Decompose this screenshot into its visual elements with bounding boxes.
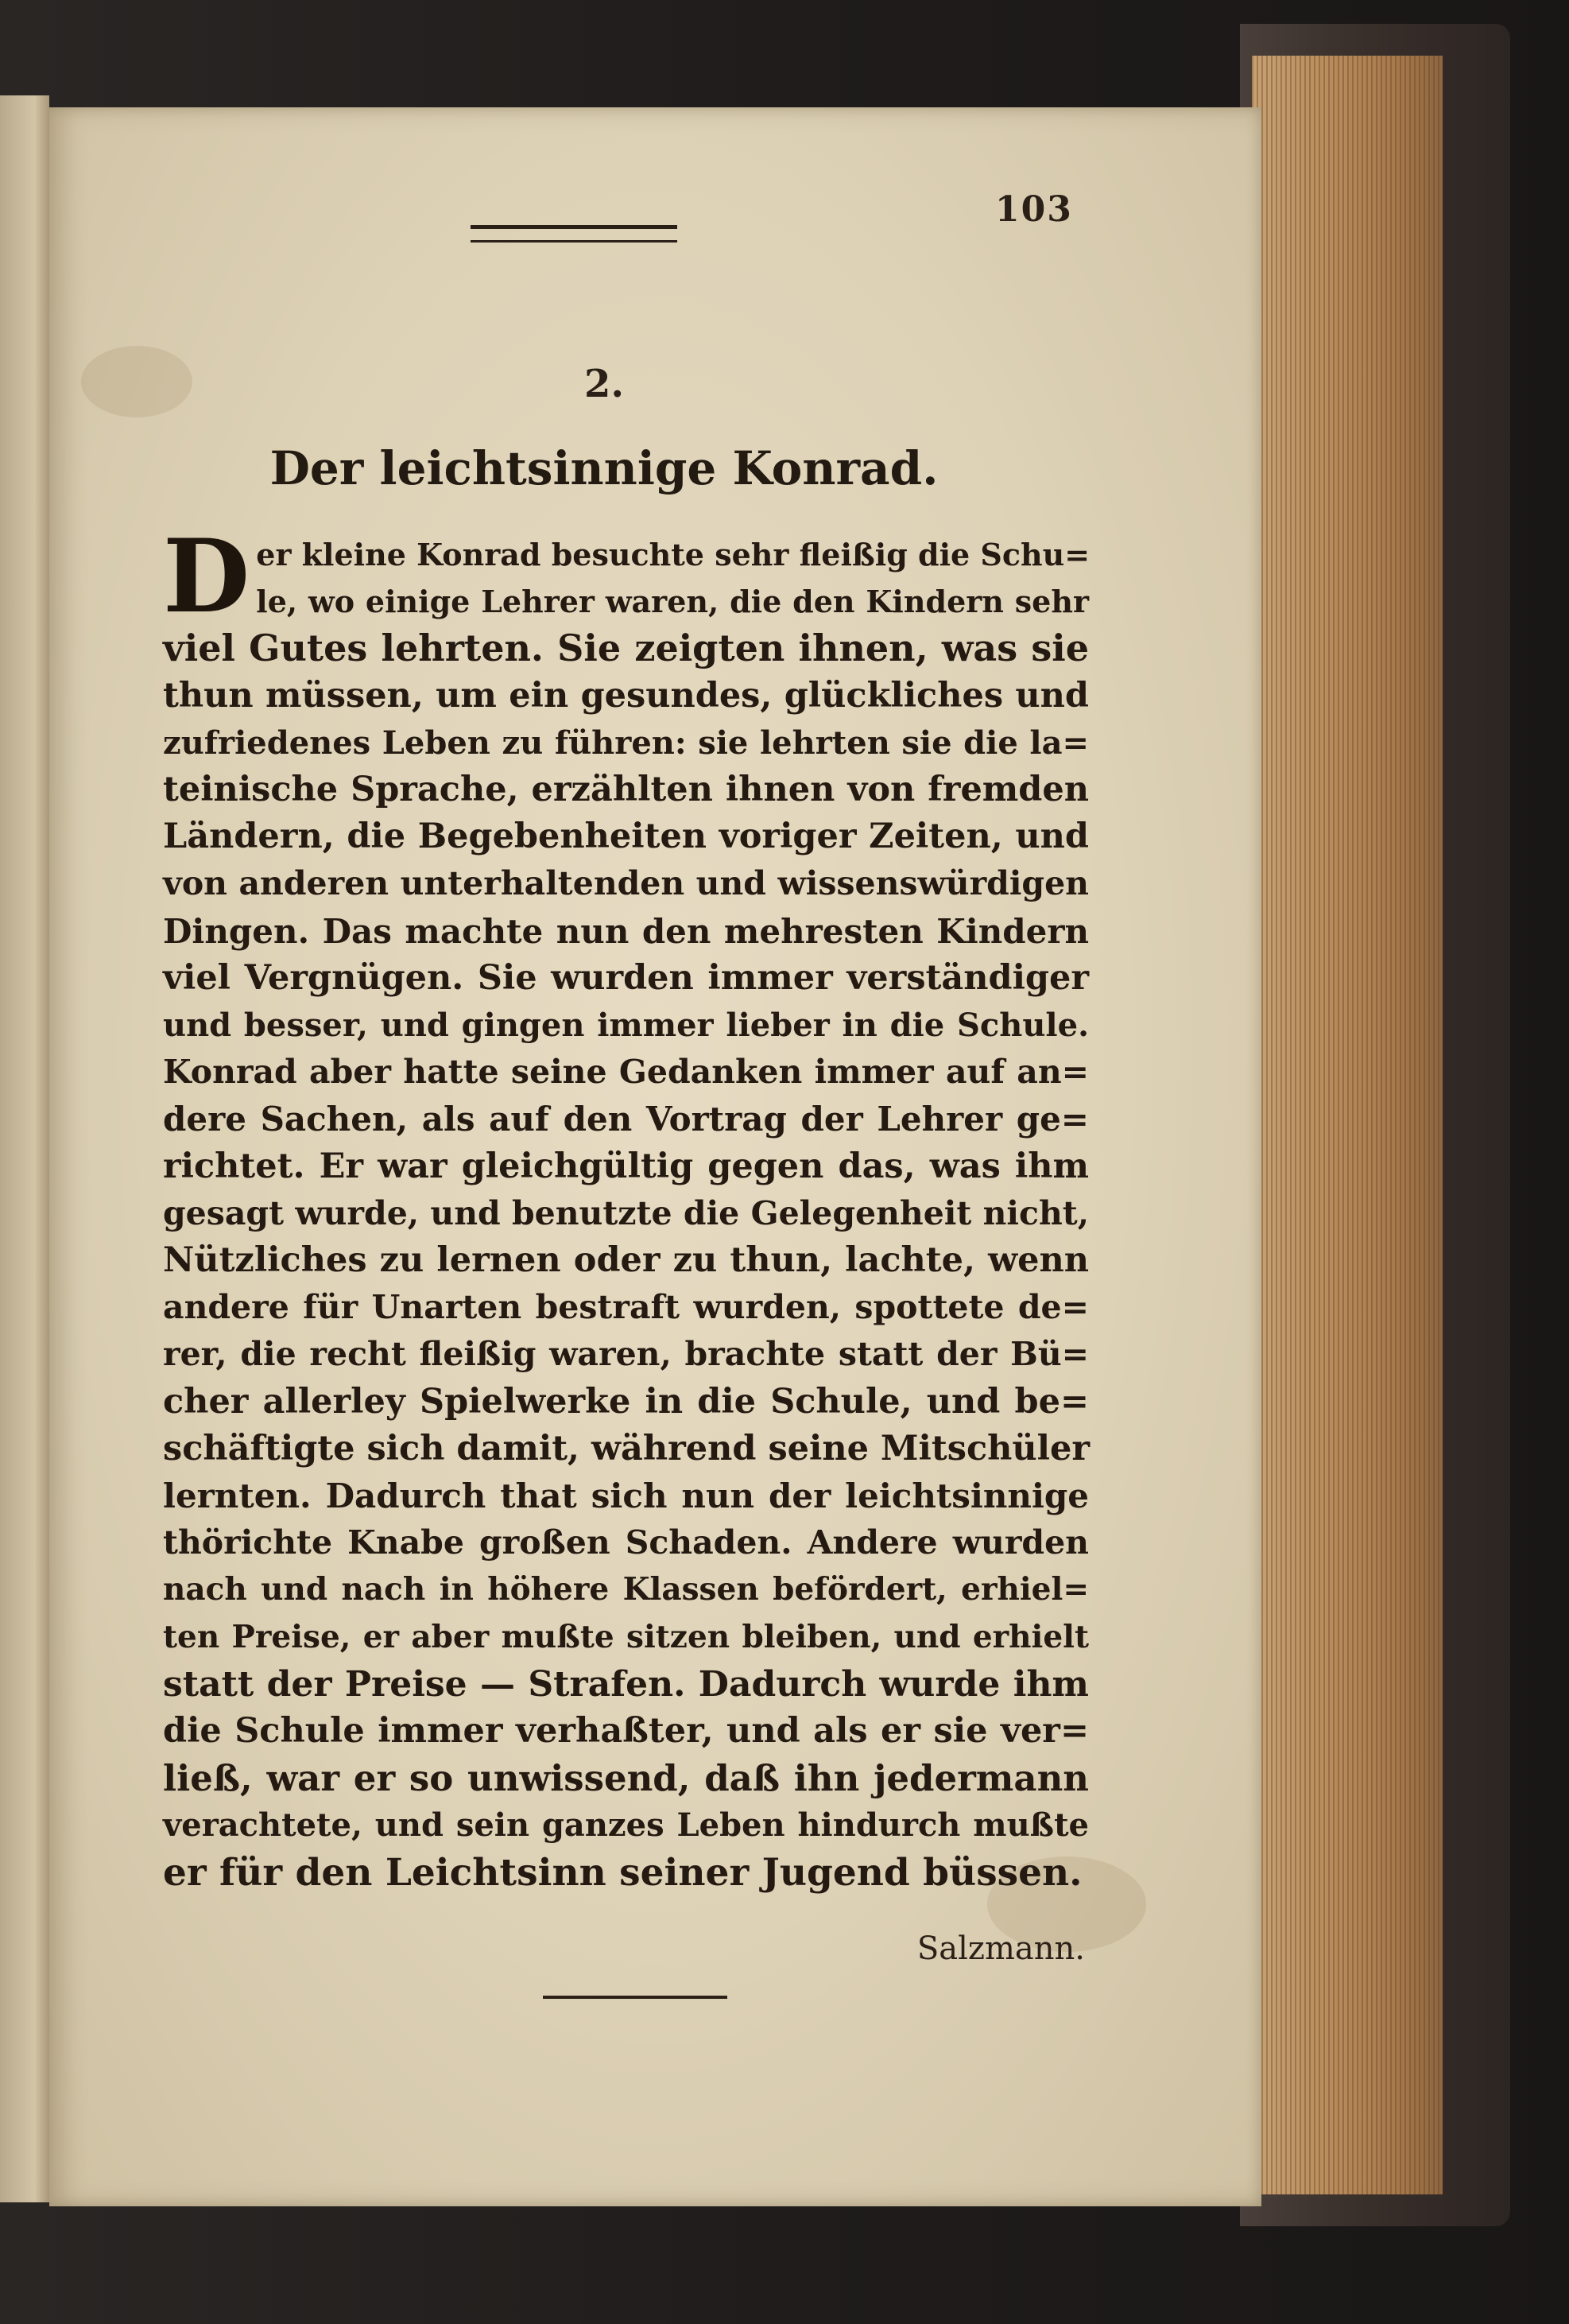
text-line: Nützliches zu lernen oder zu thun, lachte, wenn — [163, 1240, 1089, 1281]
text-line: thörichte Knabe großen Schaden. Andere wurden — [163, 1523, 1089, 1562]
text-line: Dingen. Das machte nun den mehresten Kindern — [163, 911, 1089, 951]
text-line: verachtete, und sein ganzes Leben hindurch mußte — [163, 1806, 1089, 1845]
text-line: er für den Leichtsinn seiner Jugend büssen. — [163, 1850, 1083, 1895]
drop-cap: D — [163, 518, 250, 635]
text-line: dere Sachen, als auf den Vortrag der Lehrer ge= — [163, 1100, 1089, 1139]
text-line: gesagt wurde, und benutzte die Gelegenheit nicht, — [163, 1193, 1089, 1232]
text-line: lernten. Dadurch that sich nun der leichtsinnige — [163, 1476, 1089, 1516]
text-line: nach und nach in höhere Klassen befördert, erhiel= — [163, 1571, 1089, 1608]
text-line: le, wo einige Lehrer waren, die den Kindern sehr — [256, 584, 1089, 620]
paper-stain — [81, 346, 192, 417]
page-fore-edge — [1252, 56, 1443, 2194]
text-line: statt der Preise — Strafen. Dadurch wurde ihm — [163, 1663, 1089, 1705]
header-rule — [471, 225, 677, 242]
text-line: von anderen unterhaltenden und wissenswürdigen — [163, 864, 1089, 903]
text-line: Konrad aber hatte seine Gedanken immer auf an= — [163, 1053, 1089, 1092]
text-line: und besser, und gingen immer lieber in die Schule. — [163, 1007, 1089, 1045]
text-line: ten Preise, er aber mußte sitzen bleiben, und erhielt — [163, 1618, 1089, 1655]
text-line: richtet. Er war gleichgültig gegen das, was ihm — [163, 1146, 1089, 1186]
chapter-title: Der leichtsinnige Konrad. — [269, 441, 939, 495]
text-line: viel Vergnügen. Sie wurden immer verständiger — [163, 957, 1089, 998]
body-text — [163, 518, 1091, 1896]
text-line: schäftigte sich damit, während seine Mitschüler — [163, 1428, 1090, 1469]
text-line: die Schule immer verhaßter, und als er sie ver= — [163, 1711, 1089, 1752]
text-line: teinische Sprache, erzählten ihnen von fremden — [163, 770, 1089, 810]
author-signature: Salzmann. — [916, 1930, 1085, 1967]
text-line: er kleine Konrad besuchte sehr fleißig die Schu= — [256, 537, 1091, 572]
text-line: zufriedenes Leben zu führen: sie lehrten sie die la= — [163, 724, 1089, 762]
text-line: andere für Unarten bestraft wurden, spottete de= — [163, 1288, 1089, 1327]
facing-page-edge — [0, 95, 49, 2202]
text-line: thun müssen, um ein gesundes, glückliches und — [163, 675, 1089, 716]
text-line: rer, die recht fleißig waren, brachte statt der Bü= — [163, 1335, 1089, 1374]
page-number: 103 — [995, 189, 1073, 230]
text-line: ließ, war er so unwissend, daß ihn jedermann — [163, 1757, 1089, 1800]
text-line: cher allerley Spielwerke in die Schule, und be= — [163, 1381, 1089, 1422]
text-line: viel Gutes lehrten. Sie zeigten ihnen, was sie — [163, 627, 1089, 670]
section-number: 2. — [583, 362, 625, 406]
end-rule — [543, 1996, 727, 1999]
text-line: Ländern, die Begebenheiten voriger Zeiten, und — [163, 817, 1089, 857]
